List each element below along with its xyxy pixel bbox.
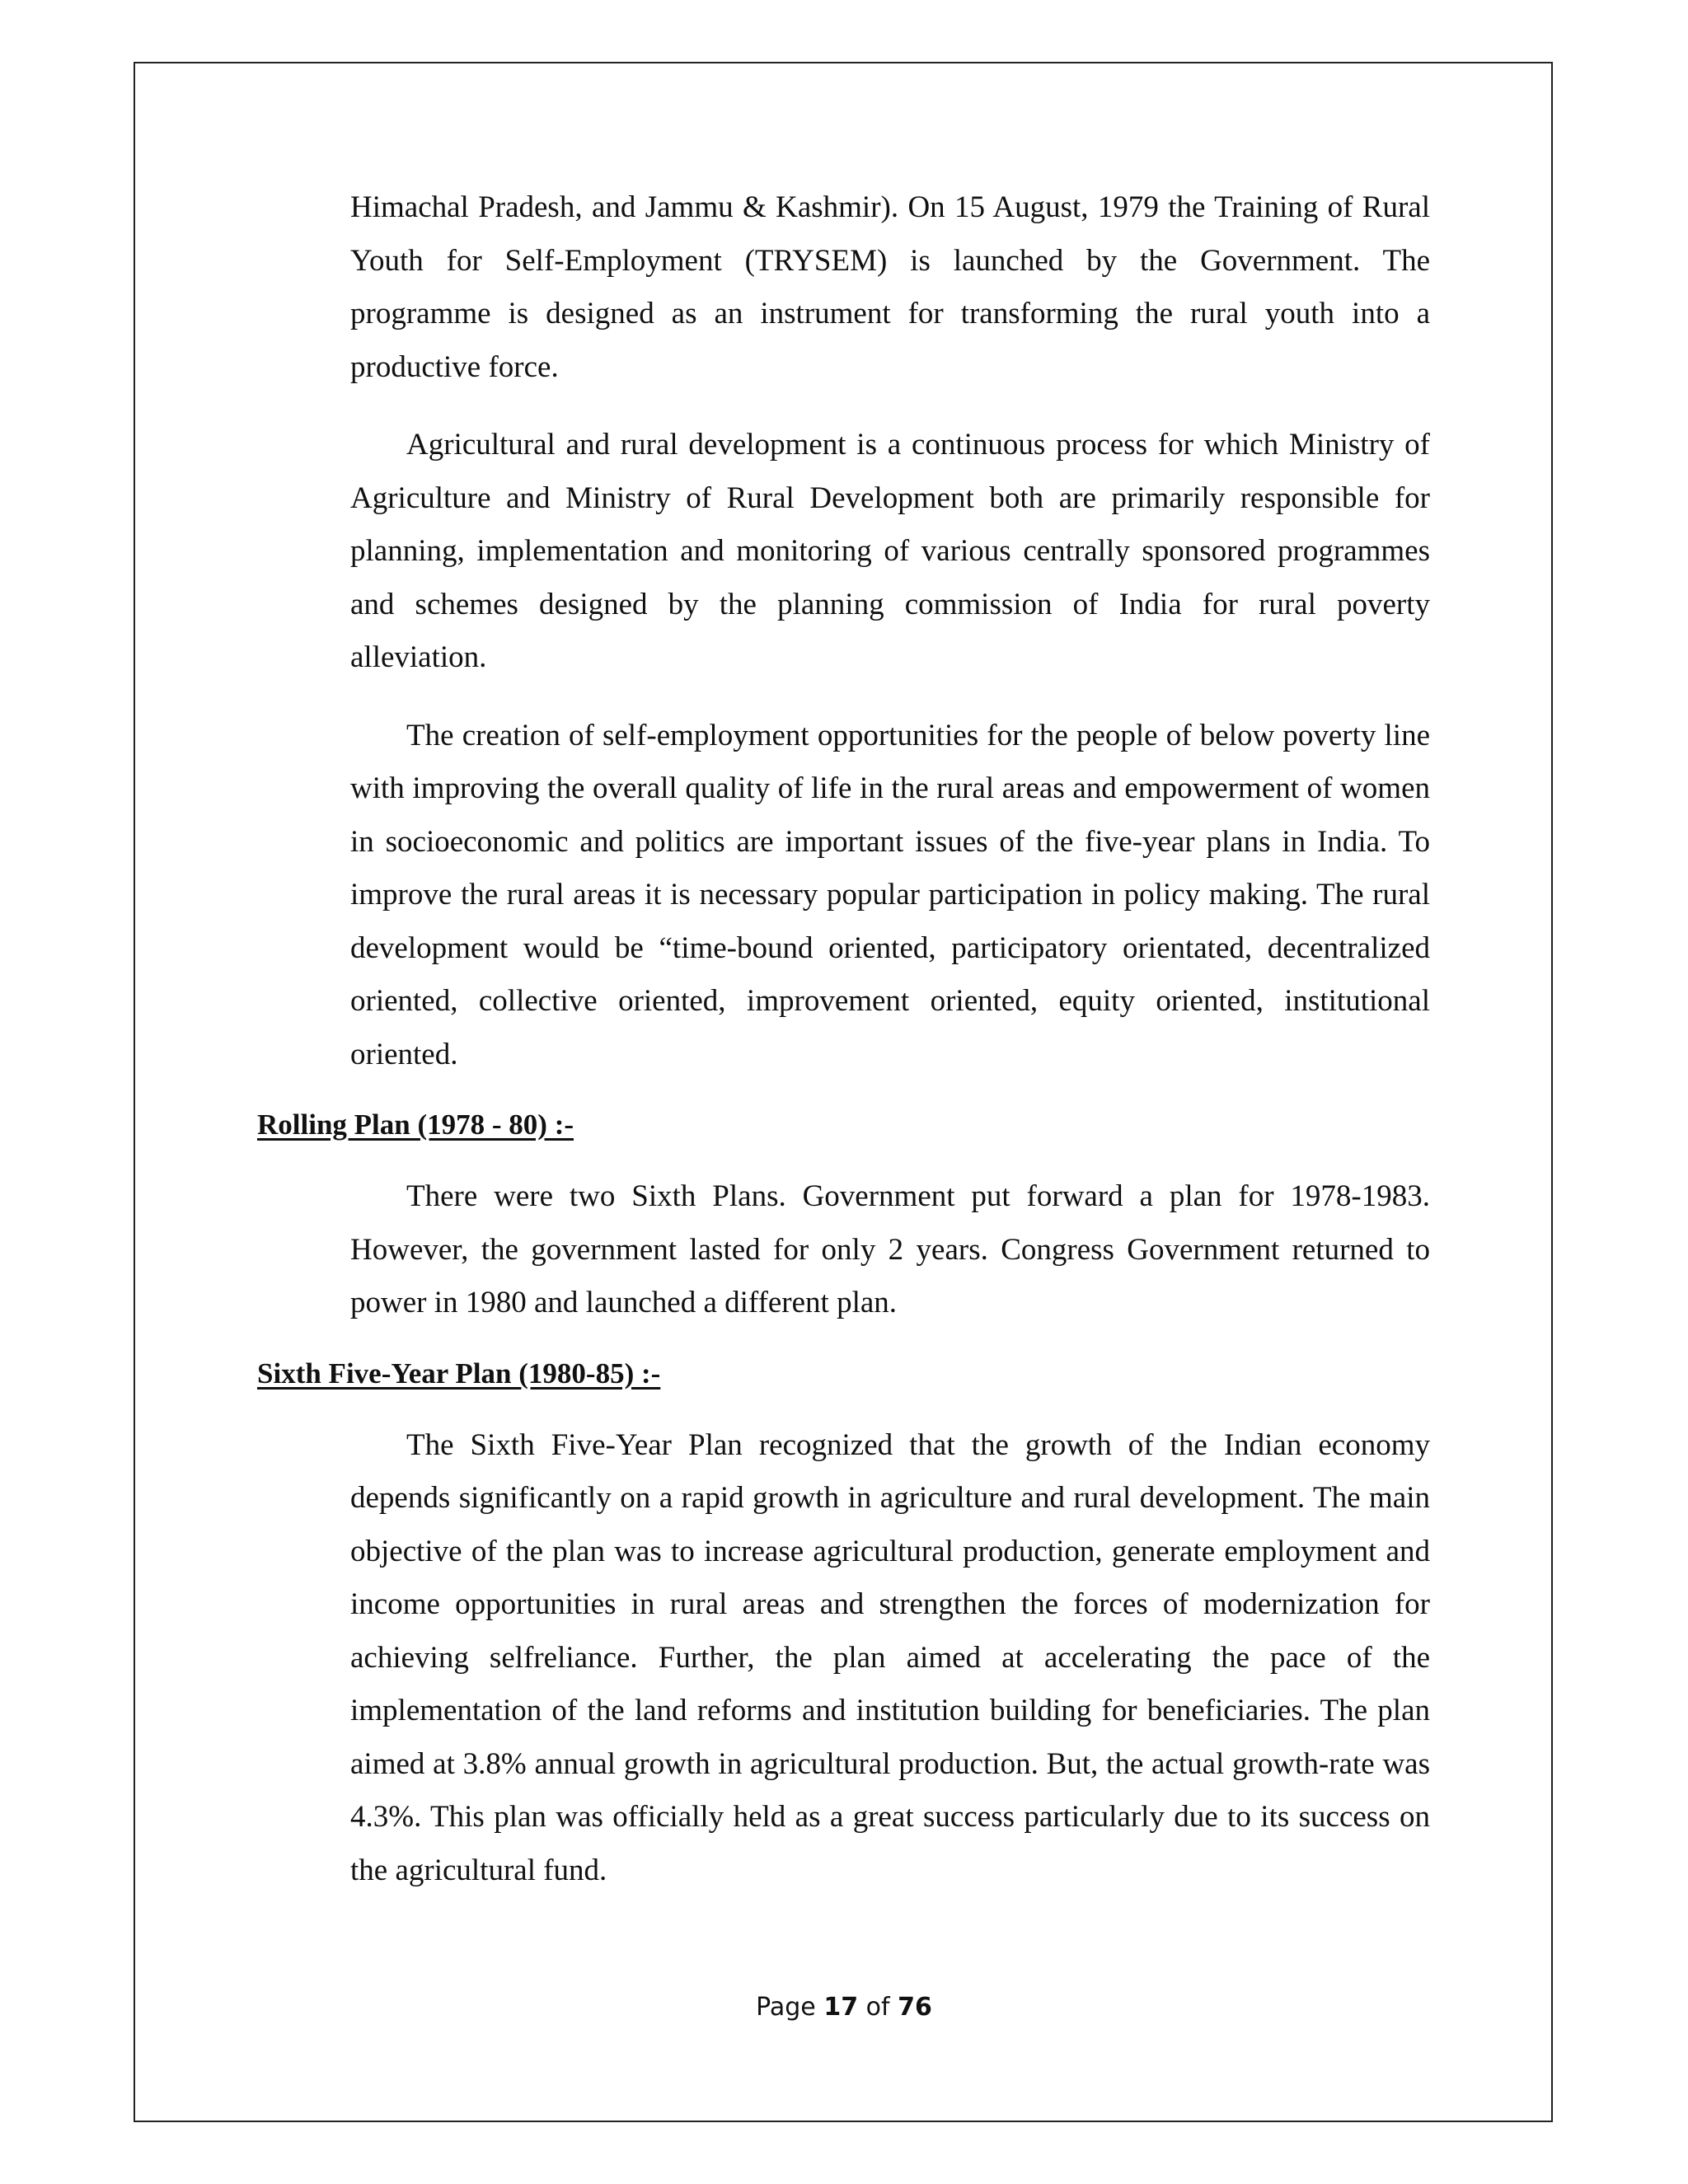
page-label: Page [756, 1993, 816, 2022]
paragraph-rolling-plan: There were two Sixth Plans. Government put forward a plan for 1978-1983. However, the government lasted for only 2 years. Congress Government returned to power in 1980 and launched a different plan. [350, 1179, 1430, 1319]
paragraph-sixth-plan: The Sixth Five-Year Plan recognized that the growth of the Indian economy depends significantly on a rapid growth in agriculture and rural development. The main objective of the plan was to increase agricultural production, generate employment and income opportunities in rural areas and strengthen the forces of modernization for achieving selfreliance. Further, the plan aimed at accelerating the pace of the implementation of the land reforms and institution building for beneficiaries. The plan aimed at 3.8% annual growth in agricultural production. But, the actual growth-rate was 4.3%. This plan was officially held as a great success particularly due to its success on the agricultural fund. [350, 1427, 1430, 1887]
paragraph-agricultural-development: Agricultural and rural development is a continuous process for which Ministry of Agriculture and Ministry of Rural Development both are primarily responsible for planning, implementation and monitoring of various centrally sponsored programmes and schemes designed by the planning commission of India for rural poverty alleviation. [350, 428, 1430, 674]
total-page-count: 76 [898, 1993, 932, 2022]
document-body [257, 181, 1430, 1897]
page-separator: of [865, 1993, 890, 2022]
paragraph-trysem: Himachal Pradesh, and Jammu & Kashmir). On 15 August, 1979 the Training of Rural Youth for Self-Employment (TRYSEM) is launched by the Government. The programme is designed as an instrument for transforming the rural youth into a productive force. [350, 190, 1430, 384]
current-page-number: 17 [823, 1993, 859, 2022]
page-footer [0, 1993, 1688, 2022]
paragraph-self-employment: The creation of self-employment opportunities for the people of below poverty line with improving the overall quality of life in the rural areas and empowerment of women in socioeconomic and politics are important issues of the five-year plans in India. To improve the rural areas it is necessary popular participation in policy making. The rural development would be “time-bound oriented, participatory orientated, decentralized oriented, collective oriented, improvement oriented, equity oriented, institutional oriented. [350, 718, 1430, 1071]
heading-rolling-plan: Rolling Plan (1978 - 80) :- [257, 1108, 574, 1141]
heading-sixth-plan: Sixth Five-Year Plan (1980-85) :- [257, 1357, 661, 1390]
